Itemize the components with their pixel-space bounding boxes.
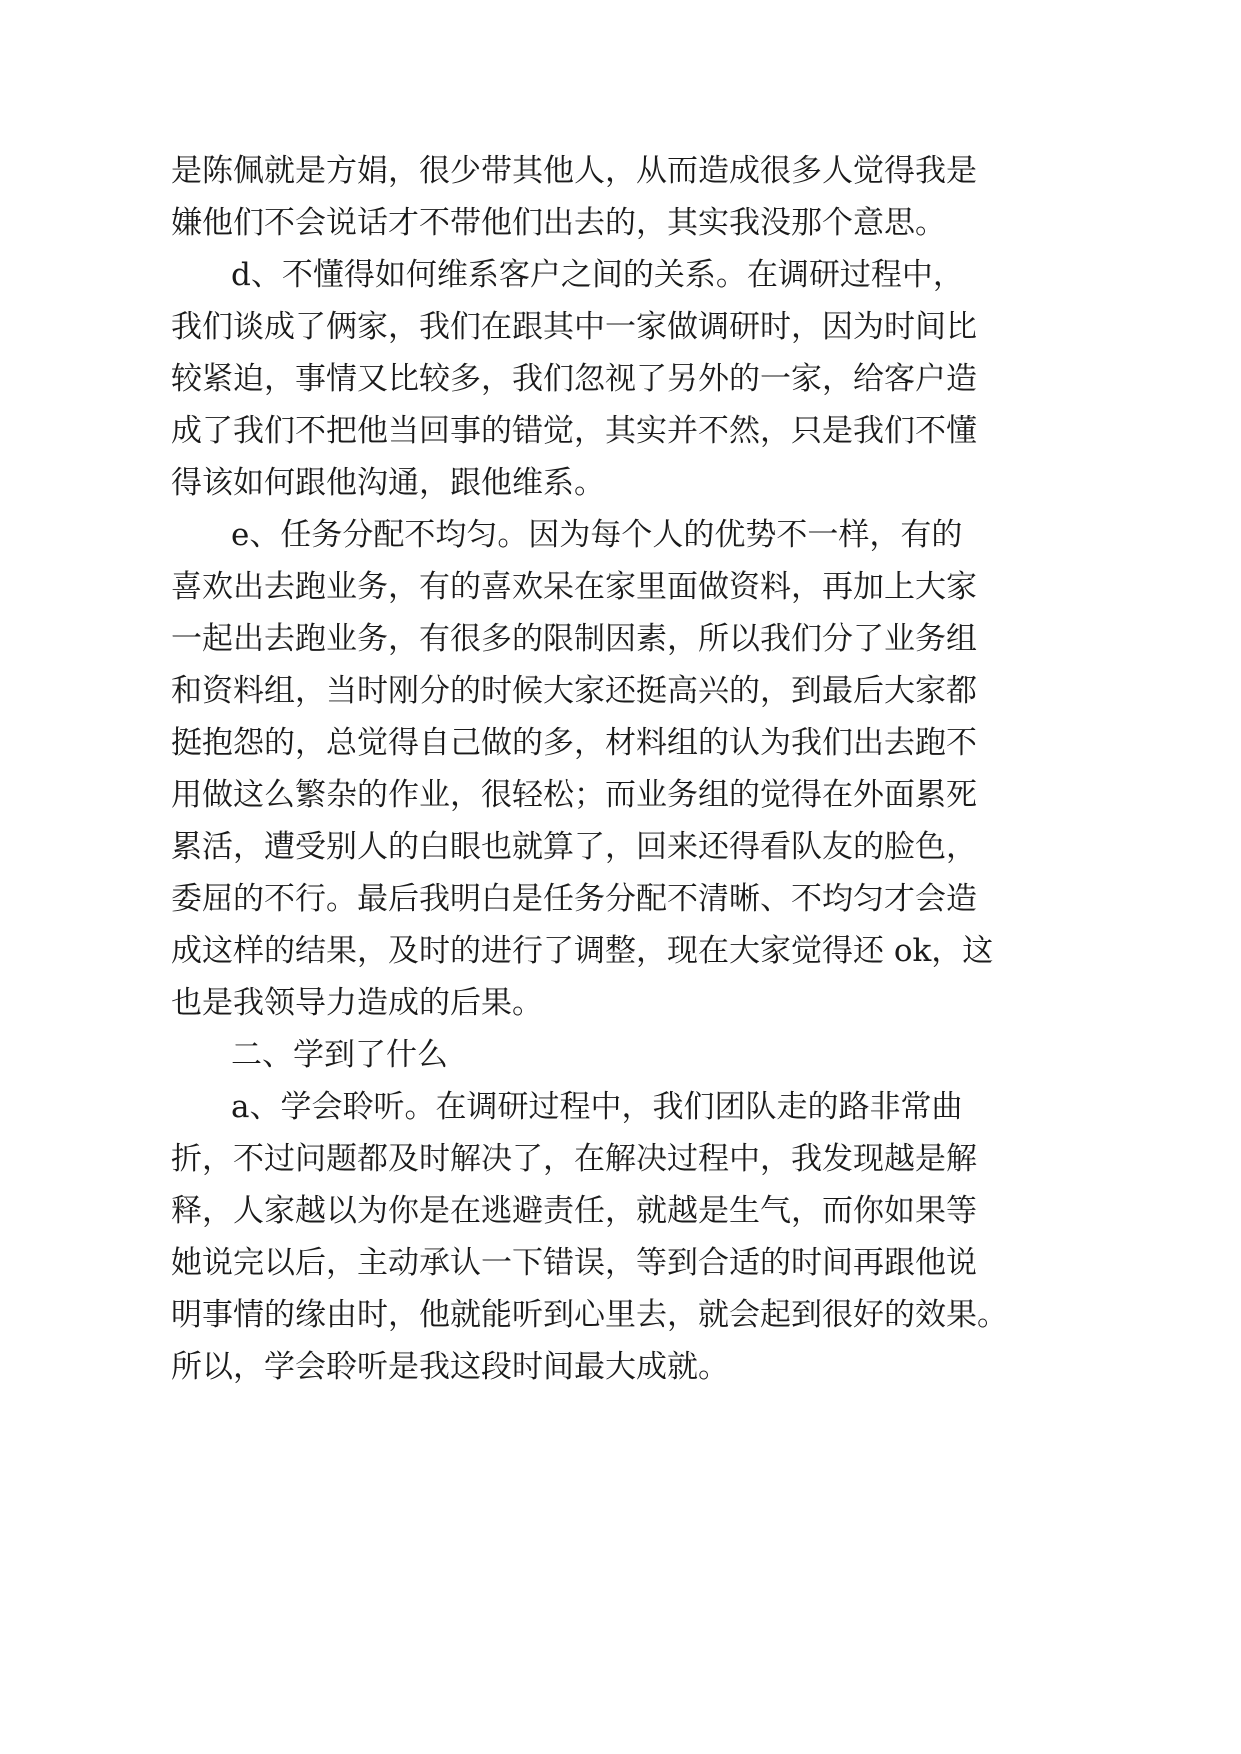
text-line: 较紧迫，事情又比较多，我们忽视了另外的一家，给客户造 [171,361,977,397]
text-line: 嫌他们不会说话才不带他们出去的，其实我没那个意思。 [171,205,946,241]
section-heading: 二、学到了什么 [231,1037,448,1073]
text-line: 得该如何跟他沟通，跟他维系。 [171,465,605,501]
text-line: 委屈的不行。最后我明白是任务分配不清晰、不均匀才会造 [171,881,977,917]
text-line: d、不懂得如何维系客户之间的关系。在调研过程中， [231,257,964,293]
text-line: 折，不过问题都及时解决了，在解决过程中，我发现越是解 [171,1141,977,1177]
text-line: 累活，遭受别人的白眼也就算了，回来还得看队友的脸色， [171,829,977,865]
text-line: e、任务分配不均匀。因为每个人的优势不一样，有的 [231,517,963,553]
text-line: 挺抱怨的，总觉得自己做的多，材料组的认为我们出去跑不 [171,725,977,761]
text-line: 和资料组，当时刚分的时候大家还挺高兴的，到最后大家都 [171,673,977,709]
text-line: 成这样的结果，及时的进行了调整，现在大家觉得还 ok，这 [171,933,994,969]
text-line: 也是我领导力造成的后果。 [171,985,543,1021]
text-line: 我们谈成了俩家，我们在跟其中一家做调研时，因为时间比 [171,309,977,345]
text-line: 所以，学会聆听是我这段时间最大成就。 [171,1349,729,1385]
text-line: 是陈佩就是方娟，很少带其他人，从而造成很多人觉得我是 [171,153,977,189]
text-line: 成了我们不把他当回事的错觉，其实并不然，只是我们不懂 [171,413,977,449]
text-line: 释，人家越以为你是在逃避责任，就越是生气，而你如果等 [171,1193,977,1229]
text-line: 喜欢出去跑业务，有的喜欢呆在家里面做资料，再加上大家 [171,569,977,605]
text-line: 一起出去跑业务，有很多的限制因素，所以我们分了业务组 [171,621,977,657]
text-line: 明事情的缘由时，他就能听到心里去，就会起到很好的效果。 [171,1297,1008,1333]
text-line: a、学会聆听。在调研过程中，我们团队走的路非常曲 [231,1089,963,1125]
text-line: 她说完以后，主动承认一下错误，等到合适的时间再跟他说 [171,1245,977,1281]
text-line: 用做这么繁杂的作业，很轻松；而业务组的觉得在外面累死 [171,777,977,813]
